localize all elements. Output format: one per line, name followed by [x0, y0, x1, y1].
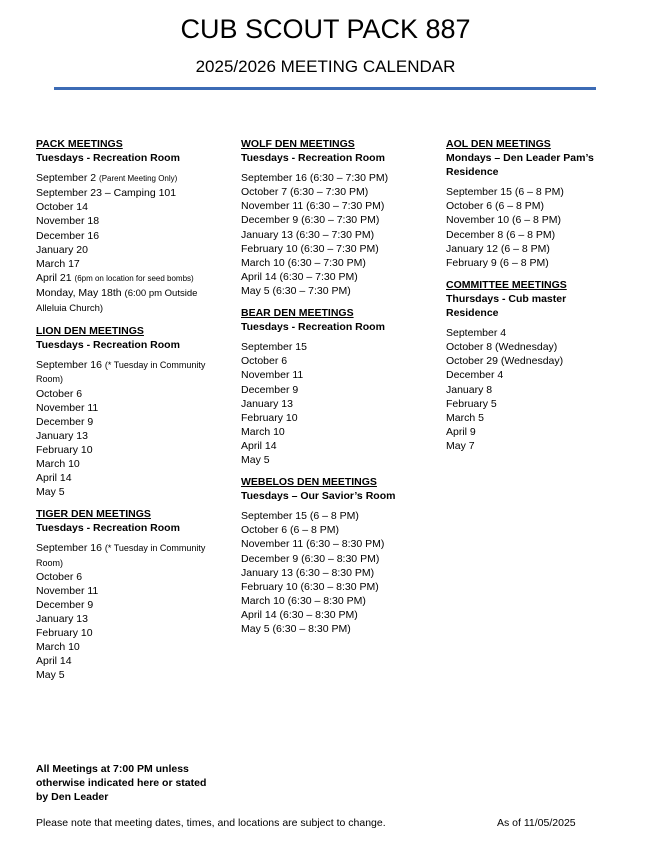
meeting-date-text: September 15 (6 – 8 PM) [241, 510, 359, 523]
meeting-date [241, 523, 431, 537]
meeting-date [36, 471, 216, 485]
meeting-date [36, 640, 216, 654]
meeting-date-text: December 9 [36, 415, 94, 428]
page-title: CUB SCOUT PACK 887 [180, 14, 471, 44]
meeting-date-text: September 15 [241, 341, 307, 354]
meeting-date [36, 541, 216, 569]
meeting-date-text: Monday, May 18th [36, 286, 122, 299]
meeting-date [446, 326, 616, 340]
meeting-date-text: October 6 (6 – 8 PM) [446, 200, 545, 213]
meeting-date-text: September 16 [36, 359, 102, 372]
meeting-date [446, 256, 616, 270]
meeting-date [36, 457, 216, 471]
meeting-date [241, 566, 431, 580]
meeting-date [241, 439, 431, 453]
meeting-date [241, 256, 431, 270]
meeting-date-text: February 10 [241, 411, 298, 424]
meeting-date [241, 354, 431, 368]
meeting-date-text: February 10 (6:30 – 7:30 PM) [241, 242, 379, 255]
meeting-date [446, 242, 616, 256]
section-title: LION DEN MEETINGS [36, 325, 144, 338]
section-schedule: Tuesdays - Recreation Room [36, 339, 180, 352]
meeting-section [36, 507, 216, 682]
meeting-date-text: April 21 [36, 271, 72, 284]
meeting-date-text: November 11 (6:30 – 8:30 PM) [241, 538, 385, 551]
meeting-date [446, 213, 616, 227]
section-schedule: Thursdays - Cub master Residence [446, 292, 567, 320]
meeting-date [446, 439, 616, 453]
meeting-date-text: October 6 (6 – 8 PM) [241, 524, 340, 537]
meeting-date-text: September 4 [446, 327, 507, 340]
section-title: PACK MEETINGS [36, 138, 123, 150]
meeting-date [446, 228, 616, 242]
meeting-date [241, 580, 431, 594]
meeting-section [241, 475, 431, 636]
meeting-date-text: January 8 [446, 383, 493, 396]
meeting-date [241, 509, 431, 523]
meeting-date-text: March 10 [36, 457, 80, 470]
meeting-date [241, 340, 431, 354]
page-subtitle: 2025/2026 MEETING CALENDAR [195, 57, 456, 76]
meeting-date [36, 654, 216, 668]
meeting-date [446, 185, 616, 199]
section-title: AOL DEN MEETINGS [446, 138, 551, 150]
meeting-date-text: September 16 [36, 542, 102, 555]
meeting-date-text: March 10 (6:30 – 8:30 PM) [241, 594, 366, 607]
meeting-date [241, 453, 431, 467]
meeting-date [241, 228, 431, 242]
meeting-date [241, 397, 431, 411]
meeting-date [36, 612, 216, 626]
meeting-note: (* Tuesday in Community Room) [36, 360, 206, 385]
meeting-date-text: April 14 (6:30 – 7:30 PM) [241, 270, 358, 283]
meeting-date-text: April 14 [241, 439, 277, 452]
meeting-date-text: April 14 [36, 655, 72, 668]
meeting-date-text: November 11 (6:30 – 7:30 PM) [241, 200, 385, 213]
meeting-date-text: December 4 [446, 369, 504, 382]
meeting-date [36, 626, 216, 640]
section-schedule: Tuesdays - Recreation Room [36, 522, 180, 535]
meeting-date [446, 383, 616, 397]
meeting-date [36, 243, 216, 257]
meeting-date-text: November 11 [36, 584, 99, 597]
meeting-date-text: March 10 [36, 641, 80, 654]
meeting-date-text: September 15 (6 – 8 PM) [446, 186, 564, 199]
meeting-section [241, 137, 431, 298]
meeting-date-text: February 10 [36, 443, 93, 456]
meeting-date [36, 443, 216, 457]
meeting-date [446, 425, 616, 439]
meeting-date-text: November 11 [36, 401, 99, 414]
section-title: TIGER DEN MEETINGS [36, 508, 151, 521]
meeting-date [241, 411, 431, 425]
meeting-date-text: February 10 [36, 627, 93, 639]
column-2 [241, 137, 431, 644]
meeting-date-text: March 5 [446, 411, 484, 424]
meeting-date-text: May 5 [241, 453, 270, 466]
meeting-date [36, 271, 216, 286]
meeting-date-text: January 13 [36, 429, 88, 442]
meeting-date [241, 622, 431, 636]
meeting-date [36, 429, 216, 443]
meeting-date [36, 570, 216, 584]
meeting-date-text: October 6 [36, 570, 83, 583]
meeting-date [36, 214, 216, 228]
meeting-date [36, 415, 216, 429]
meeting-date [36, 286, 216, 316]
meeting-date-text: May 5 (6:30 – 8:30 PM) [241, 623, 351, 635]
column-3 [446, 137, 616, 461]
meeting-date [241, 368, 431, 382]
meeting-date-text: December 9 (6:30 – 7:30 PM) [241, 214, 380, 227]
meeting-date-text: March 10 [241, 425, 285, 438]
meeting-date-text: February 5 [446, 397, 497, 410]
meeting-date-text: January 13 (6:30 – 8:30 PM) [241, 566, 375, 579]
meeting-section [446, 278, 616, 453]
meeting-date-text: May 5 [36, 669, 65, 682]
section-schedule: Tuesdays – Our Savior’s Room [241, 490, 396, 503]
meeting-date [36, 668, 216, 682]
meeting-date-text: April 9 [446, 425, 476, 438]
meeting-date-text: October 7 (6:30 – 7:30 PM) [241, 186, 369, 199]
meeting-note: (Parent Meeting Only) [99, 174, 178, 184]
meeting-date-text: September 16 (6:30 – 7:30 PM) [241, 172, 389, 185]
meeting-date-text: December 9 [36, 598, 94, 611]
meeting-date-text: October 6 [36, 387, 83, 400]
meeting-date [36, 229, 216, 243]
meeting-date [36, 358, 216, 386]
meeting-date [446, 340, 616, 354]
meeting-date [36, 200, 216, 214]
section-schedule: Tuesdays - Recreation Room [241, 152, 385, 165]
meeting-date-text: February 9 (6 – 8 PM) [446, 256, 549, 269]
meeting-date [241, 270, 431, 284]
meeting-date-text: October 8 (Wednesday) [446, 341, 558, 354]
column-1 [36, 137, 216, 690]
meeting-date-text: November 10 (6 – 8 PM) [446, 214, 561, 227]
header-divider [54, 87, 596, 90]
meeting-date [36, 186, 216, 200]
meeting-section [36, 137, 216, 316]
section-title: COMMITTEE MEETINGS [446, 278, 567, 291]
meeting-date-text: December 8 (6 – 8 PM) [446, 228, 556, 241]
meeting-date [36, 257, 216, 271]
meeting-date-text: May 5 (6:30 – 7:30 PM) [241, 284, 351, 297]
meeting-date [446, 354, 616, 368]
meeting-time-note: All Meetings at 7:00 PM unless otherwise indicated here or stated by Den Leader [36, 763, 207, 803]
meeting-date [241, 213, 431, 227]
section-title: WEBELOS DEN MEETINGS [241, 476, 377, 489]
meeting-section [241, 306, 431, 467]
section-title: BEAR DEN MEETINGS [241, 307, 354, 320]
meeting-date-text: January 20 [36, 243, 88, 256]
meeting-date-text: January 13 (6:30 – 7:30 PM) [241, 228, 375, 241]
change-disclaimer: Please note that meeting dates, times, and locations are subject to change. [36, 817, 386, 829]
meeting-date [446, 397, 616, 411]
meeting-date-text: May 7 [446, 439, 475, 452]
meeting-date-text: December 9 [241, 383, 299, 396]
meeting-note: (6:00 pm Outside Alleluia Church) [36, 287, 198, 315]
meeting-date-text: December 16 [36, 229, 100, 242]
meeting-date [241, 199, 431, 213]
meeting-date [241, 242, 431, 256]
meeting-date-text: January 12 (6 – 8 PM) [446, 242, 550, 255]
meeting-date-text: April 14 [36, 472, 72, 485]
meeting-date-text: May 5 [36, 486, 65, 499]
section-schedule: Tuesdays - Recreation Room [36, 152, 180, 165]
meeting-date-text: February 10 (6:30 – 8:30 PM) [241, 580, 379, 593]
section-title: WOLF DEN MEETINGS [241, 138, 355, 150]
meeting-date [36, 598, 216, 612]
meeting-date [241, 537, 431, 551]
meeting-date-text: April 14 (6:30 – 8:30 PM) [241, 608, 358, 621]
meeting-note: (* Tuesday in Community Room) [36, 543, 206, 568]
meeting-date-text: March 17 [36, 257, 80, 270]
meeting-date-text: March 10 (6:30 – 7:30 PM) [241, 256, 366, 269]
meeting-section [446, 137, 616, 270]
meeting-date [446, 199, 616, 213]
meeting-date [241, 594, 431, 608]
meeting-date-text: November 11 [241, 369, 304, 382]
meeting-date-text: January 13 [241, 397, 293, 410]
as-of-date: As of 11/05/2025 [497, 817, 576, 829]
meeting-date-text: November 18 [36, 215, 100, 228]
meeting-date [241, 425, 431, 439]
meeting-date [36, 584, 216, 598]
meeting-date [241, 171, 431, 185]
meeting-date [241, 608, 431, 622]
meeting-date [241, 185, 431, 199]
meeting-date [36, 485, 216, 499]
meeting-date [36, 401, 216, 415]
meeting-date [446, 411, 616, 425]
meeting-section [36, 324, 216, 499]
meeting-date-text: October 6 [241, 355, 288, 368]
meeting-date-text: October 29 (Wednesday) [446, 355, 564, 368]
meeting-date [241, 552, 431, 566]
meeting-date-text: September 2 [36, 172, 97, 185]
meeting-date [241, 284, 431, 298]
meeting-date [36, 387, 216, 401]
meeting-note: (6pm on location for seed bombs) [74, 273, 194, 283]
section-schedule: Tuesdays - Recreation Room [241, 321, 385, 334]
meeting-date-text: January 13 [36, 612, 88, 625]
section-schedule: Mondays – Den Leader Pam’s Residence [446, 152, 594, 179]
meeting-date-text: September 23 – Camping 101 [36, 187, 177, 200]
meeting-date-text: October 14 [36, 201, 88, 214]
meeting-date-text: December 9 (6:30 – 8:30 PM) [241, 552, 380, 565]
meeting-date [241, 383, 431, 397]
meeting-date [36, 171, 216, 186]
meeting-date [446, 368, 616, 382]
